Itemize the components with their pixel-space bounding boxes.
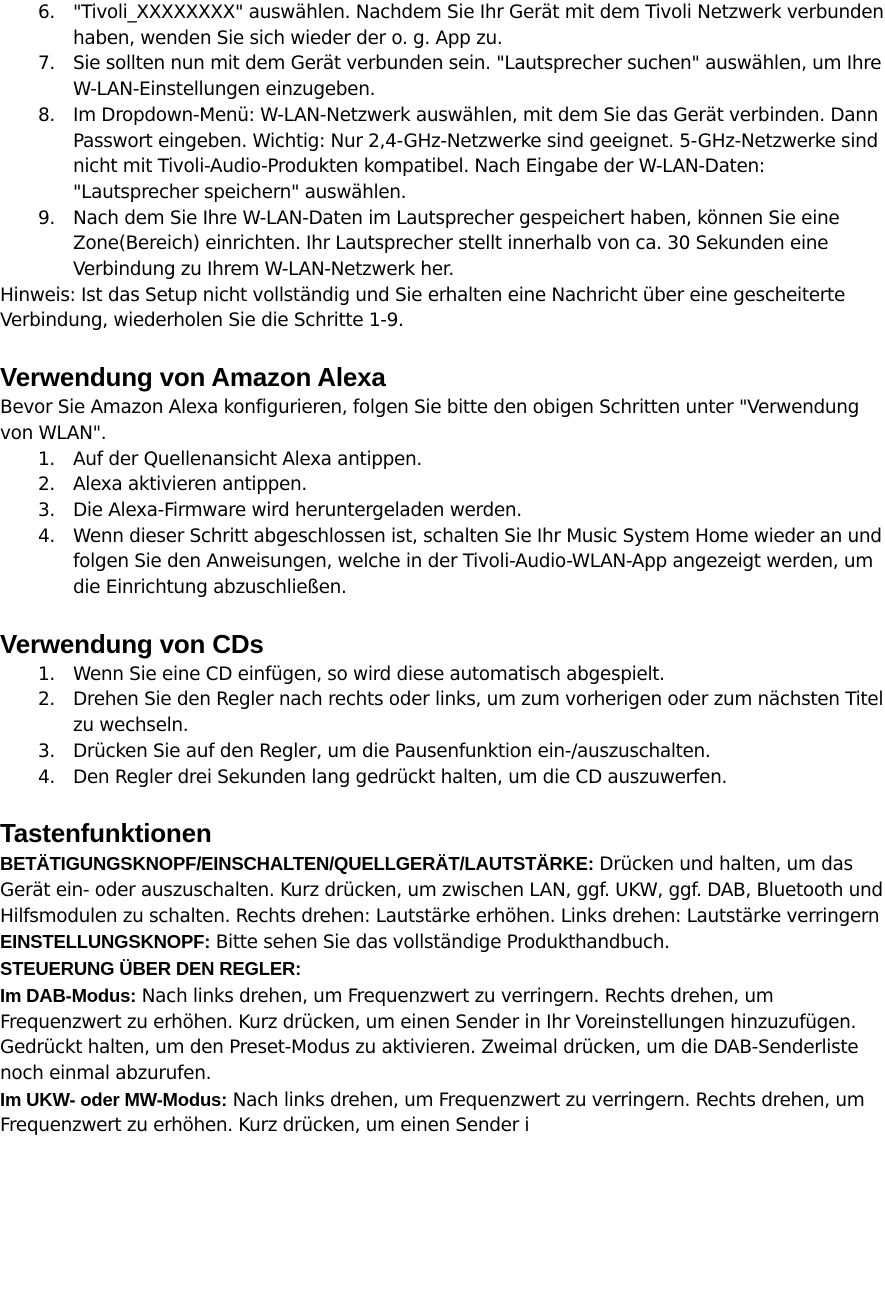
step-text: Wenn dieser Schritt abgeschlossen ist, schalten Sie Ihr Music System Home wieder an und folgen Sie den Anweisungen, welche in der Tivoli-Audio-WLAN-App angezeigt werden, um die Einrichtung abzuschließen.	[73, 525, 882, 599]
step-number: 4.	[38, 766, 55, 788]
key-paragraph-dab	[0, 983, 885, 1087]
list-item	[0, 524, 885, 601]
key-text: Nach links drehen, um Frequenzwert zu verringern. Rechts drehen, um Frequenzwert zu erhöhen. Kurz drücken, um einen Sender in Ihr Voreinstellungen hinzuzufügen. Gedrückt halten, um den Preset-Modus zu aktivieren. Zweimal drücken, um die DAB-Senderliste noch einmal abzurufen.	[0, 985, 859, 1084]
keys-heading: Tastenfunktionen	[0, 818, 212, 849]
wlan-steps-list	[0, 0, 885, 283]
list-item	[0, 662, 885, 688]
step-number: 4.	[38, 525, 55, 547]
step-number: 3.	[38, 499, 55, 521]
step-number: 3.	[38, 740, 55, 762]
spacer	[0, 334, 885, 359]
key-text: Drücken und halten, um das Gerät ein- oder auszuschalten. Kurz drücken, um zwischen LAN, ggf. UKW, ggf. DAB, Bluetooth und Hilfsmodulen zu schalten. Rechts drehen: Lautstärke erhöhen. Links drehen: Lautstärke verringern	[0, 854, 883, 927]
spacer	[0, 790, 885, 815]
step-text: "Tivoli_XXXXXXXX" auswählen. Nachdem Sie Ihr Gerät mit dem Tivoli Netzwerk verbunden haben, wenden Sie sich wieder der o. g. App zu.	[73, 2, 884, 49]
spacer	[0, 601, 885, 626]
list-item	[0, 447, 885, 473]
step-text: Sie sollten nun mit dem Gerät verbunden sein. "Lautsprecher suchen" auswählen, um Ihre W-LAN-Einstellungen einzugeben.	[73, 53, 882, 101]
step-number: 1.	[38, 663, 55, 685]
key-label: Im DAB-Modus:	[0, 984, 137, 1006]
step-number: 6.	[38, 2, 55, 23]
key-paragraph-regler	[0, 956, 885, 983]
key-label: BETÄTIGUNGSKNOPF/EINSCHALTEN/QUELLGERÄT/LAUTSTÄRKE:	[0, 853, 594, 875]
step-number: 9.	[38, 207, 55, 229]
step-text: Den Regler drei Sekunden lang gedrückt halten, um die CD auszuwerfen.	[73, 766, 727, 788]
step-number: 7.	[38, 53, 55, 75]
step-text: Nach dem Sie Ihre W-LAN-Daten im Lautsprecher gespeichert haben, können Sie eine Zone(Bereich) einrichten. Ihr Lautsprecher stellt innerhalb von ca. 30 Sekunden eine Verbindung zu Ihrem W-LAN-Netzwerk her.	[73, 207, 840, 281]
list-item	[0, 765, 885, 791]
alexa-steps-list	[0, 447, 885, 601]
list-item	[0, 472, 885, 498]
list-item	[0, 0, 885, 51]
key-label: STEUERUNG ÜBER DEN REGLER:	[0, 958, 302, 980]
step-text: Wenn Sie eine CD einfügen, so wird diese automatisch abgespielt.	[73, 663, 665, 685]
key-paragraph-settings-knob	[0, 929, 885, 956]
step-number: 1.	[38, 448, 55, 470]
key-text: Bitte sehen Sie das vollständige Produkthandbuch.	[210, 932, 670, 954]
step-text: Drehen Sie den Regler nach rechts oder links, um zum vorherigen oder zum nächsten Titel zu wechseln.	[73, 689, 884, 737]
step-text: Auf der Quellenansicht Alexa antippen.	[73, 448, 422, 470]
alexa-intro: Bevor Sie Amazon Alexa konfigurieren, folgen Sie bitte den obigen Schritten unter "Verwendung von WLAN".	[0, 397, 860, 444]
step-text: Im Dropdown-Menü: W-LAN-Netzwerk auswählen, mit dem Sie das Gerät verbinden. Dann Passwort eingeben. Wichtig: Nur 2,4-GHz-Netzwerke sind geeignet. 5-GHz-Netzwerke sind nicht mit Tivoli-Audio-Produkten kompatibel. Nach Eingabe der W-LAN-Daten: "Lautsprecher speichern" auswählen.	[73, 104, 878, 203]
list-item	[0, 51, 885, 102]
hint-paragraph: Hinweis: Ist das Setup nicht vollständig und Sie erhalten eine Nachricht über eine gescheiterte Verbindung, wiederholen Sie die Schritte 1-9.	[0, 284, 845, 332]
cds-heading: Verwendung von CDs	[0, 628, 264, 659]
list-item	[0, 498, 885, 524]
step-text: Drücken Sie auf den Regler, um die Pausenfunktion ein-/auszuschalten.	[73, 740, 711, 762]
cds-steps-list	[0, 662, 885, 791]
step-text: Die Alexa-Firmware wird heruntergeladen werden.	[73, 499, 522, 521]
list-item	[0, 206, 885, 283]
step-text: Alexa aktivieren antippen.	[73, 474, 307, 496]
key-text: Nach links drehen, um Frequenzwert zu verringern. Rechts drehen, um Frequenzwert zu erhöhen. Kurz drücken, um einen Sender i	[0, 1089, 865, 1137]
key-paragraph-ukw	[0, 1087, 885, 1139]
alexa-heading: Verwendung von Amazon Alexa	[0, 362, 386, 393]
step-number: 8.	[38, 104, 55, 126]
list-item	[0, 687, 885, 738]
key-label: EINSTELLUNGSKNOPF:	[0, 931, 211, 953]
list-item	[0, 103, 885, 206]
key-paragraph-main-knob	[0, 851, 885, 929]
list-item	[0, 739, 885, 765]
step-number: 2.	[38, 474, 55, 496]
step-number: 2.	[38, 689, 55, 711]
key-label: Im UKW- oder MW-Modus:	[0, 1088, 228, 1110]
